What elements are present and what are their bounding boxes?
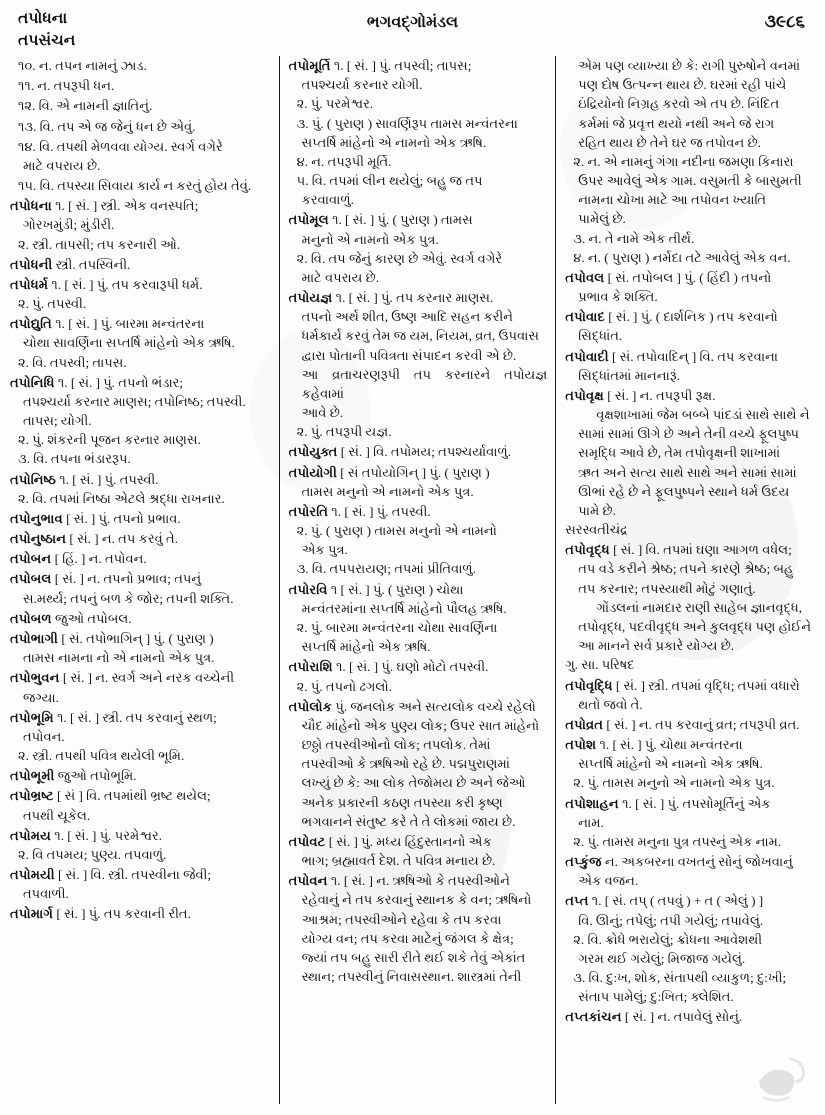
entry-headword-line: [10, 904, 271, 923]
dictionary-entry: [565, 676, 815, 714]
entry-body-line: તામસ નામના નો એ નામનો એક પુત્ર.: [23, 650, 215, 666]
headword: તપોવૃદ્ધ: [565, 542, 610, 558]
entry-headword-line: [289, 442, 548, 461]
entry-body-line: પામે છે.: [578, 502, 616, 518]
entry-definition-text: ૧. [ સં. ] ન. ઋષિઓ કે તપસ્વીઓને: [327, 873, 510, 889]
entry-headword-line: [565, 852, 815, 871]
headword: તપોભુવન: [10, 670, 60, 686]
dictionary-entry: [565, 852, 815, 890]
headword: તપોમયી: [10, 867, 55, 883]
dictionary-entry: [10, 470, 271, 508]
entry-sense-line: ૫. વિ. તપમાં લીન થયેલું; બહુ જ તપ: [296, 173, 483, 189]
dictionary-entry: [10, 96, 271, 115]
dictionary-entry: [565, 540, 815, 674]
headword: તપોરવિ: [288, 581, 328, 597]
entry-body-line: તપોવૃદ્ધ, પદવીવૃદ્ધ અને કુલવૃદ્ધ પણ હોઈને: [578, 618, 812, 634]
entry-quotation: ગોંડલનાં નામદાર રાણી સાહેબ જ્ઞાનવૃદ્ધ,: [596, 599, 803, 615]
dictionary-entry: [10, 275, 271, 313]
entry-body-line: તાપસ; યોગી.: [23, 413, 92, 429]
dictionary-entry: [10, 117, 271, 136]
entry-headword-line: [565, 268, 815, 287]
dictionary-entry: [289, 288, 548, 441]
book-title: ભગવદ્ગોમંડલ: [366, 14, 459, 31]
entry-headword-line: [10, 529, 271, 548]
dictionary-entry: [565, 891, 815, 1006]
quotation-source: સરસ્વતીચંદ્ર: [565, 522, 628, 538]
entry-body-line: વિ. ઊનું; તપેલું; તપી ગયેલું; તપાવેલું.: [578, 912, 764, 928]
entry-definition-text: ૧. [ સં. તપ્ ( તપવું ) + ત ( એલું ) ]: [588, 893, 764, 909]
entry-definition-text: ૧. [ સં. ] પું. ચોથા મન્વંતરના: [596, 737, 743, 753]
entry-sense-line: ૨. પું. પરમેશ્વર.: [296, 96, 374, 112]
entry-body-line: કરવાવાળું.: [301, 192, 354, 208]
entry-body-line: જગ્યા.: [23, 689, 59, 705]
entry-headword-line: [565, 715, 815, 734]
entry-sense-line: ૧૫. વિ. તપસ્યા સિવાય કાર્ય ન કરતું હોય તેવું.: [18, 178, 252, 194]
entry-definition-text: ૧. [ સં. ] પું. તપસ્વી.: [328, 503, 431, 519]
headword: તપ્કુંજ: [565, 854, 602, 870]
dictionary-entry: [10, 904, 271, 923]
dictionary-entry: [289, 657, 548, 695]
entry-body-line: તપનો અર્થ શીત, ઉષ્ણ આદિ સહન કરીને: [301, 309, 513, 325]
entry-headword-line: [289, 832, 548, 851]
entry-definition-text: [ સં ] વિ. તપમાંથી ભ્રષ્ટ થયેલ;: [53, 788, 211, 804]
entry-definition-text: ૧. [ સં. ] પું. બારમા મન્વંતરના: [51, 316, 205, 332]
entry-definition-text: ન. અકબરના વખતનું સોનું જોખવાનું: [601, 854, 793, 870]
entry-headword-line: [10, 549, 271, 568]
entry-definition-text: [ સં. ] ન. તપાવેલું સોનું.: [621, 1009, 743, 1025]
entry-definition-text: [ સં. ] વિ. તપમાં ઘણા આગળ વધેલ;: [609, 542, 792, 558]
entry-headword-line: [565, 735, 815, 754]
entry-definition-text: ૧. [ સં. ] પું. ( પુરાણ ) તામસ: [328, 212, 473, 228]
entry-body-line: માટે વપરાય છે.: [23, 157, 101, 173]
headword: તપોધના: [10, 198, 52, 214]
headword: તપોવ્રત: [565, 716, 604, 732]
entry-headword-line: [289, 502, 548, 521]
headword: તપોવન: [288, 873, 328, 889]
entry-body-line: એક વજન.: [578, 873, 639, 889]
headword: તપોધની: [10, 256, 53, 272]
headword: તપોવૃક્ષ: [565, 387, 604, 403]
dictionary-entry: [10, 314, 271, 372]
entry-headword-line: [565, 891, 815, 910]
headword: તપોભૂમી: [10, 768, 55, 784]
entry-body-line: તપ કરનાર; તપસ્યાથી મોટું ગણાતું.: [578, 580, 756, 596]
headword: તપોભૂમિ: [10, 709, 54, 725]
entry-definition-text: [ સં. ] ન. તપ કરવાનું વ્રત; તપરૂપી વ્રત.: [603, 716, 800, 732]
entry-sense-line: ૧૨. વિ. એ નામની જ્ઞાતિનું.: [18, 98, 153, 114]
entry-body-line: છઠ્ઠો તપસ્વીઓનો લોક; તપલોક. તેમાં: [301, 737, 491, 753]
entry-definition-text: [ સં તપોયોગિન્ ] પું. ( પુરાણ ): [336, 464, 490, 480]
entry-definition-text: [ સં. તપોવાદિન્ ] વિ. તપ કરવાના: [608, 348, 779, 364]
entry-body-line: તપવાળી.: [23, 886, 69, 902]
entry-body-line: સંતાપ પામેલું; દુ:ખિત; ક્લેશિત.: [578, 989, 734, 1005]
entry-definition-text: [ સં. ] સ્ત્રી. તપમાં વૃદ્ધિ; તપમાં વધારો: [612, 677, 800, 693]
entry-sense-line: ૨. સ્ત્રી. તપથી પવિત્ર થયેલી ભૂમિ.: [18, 748, 185, 764]
dictionary-entry: [565, 268, 815, 306]
entry-body-line: પણ દોષ ઉત્પન્ન થાય છે. ઘરમાં રહી પાંચે: [578, 77, 787, 93]
entry-sense-line: ૩. ન. તે નામે એક તીર્થ.: [573, 230, 695, 246]
entry-definition-text: પું. જનલોક અને સત્યલોક વચ્ચે રહેલો: [332, 698, 536, 714]
headword: તપોદ્યુતિ: [10, 316, 52, 332]
headword: તપ્તકાંચન: [565, 1009, 622, 1025]
entry-body-line: સિદ્ધાંતમાં માનનારૂં.: [578, 367, 681, 383]
entry-definition-text: ૧. [ સં. ] પું. તપસ્વી.: [56, 471, 159, 487]
entry-headword-line: [565, 347, 815, 366]
entry-sense-line: ૨. વિ. ક્રોધે ભરાયેલું; ક્રોધના આવેશથી: [573, 931, 763, 947]
entry-definition-text: જુઓ તપોબલ.: [51, 610, 132, 626]
entry-body-line: સ્થાન; તપસ્વીનું નિવાસસ્થાન. શાસ્ત્રમાં તેની: [301, 969, 522, 985]
dictionary-entry: [565, 347, 815, 385]
dictionary-entry: [565, 715, 815, 734]
headword: તપોયોગી: [288, 464, 337, 480]
headword: તપોયુક્ત: [288, 444, 338, 460]
entry-sense-line: ૨. પું. તામસ મનુના પુત્ર તપસ્નું એક નામ.: [573, 833, 782, 849]
headword: તપોવાદ: [565, 309, 605, 325]
entry-sense-line: ૨. પું. તપરૂપી યજ્ઞ.: [296, 424, 392, 440]
entry-definition-text: [ સં. ] ન. સ્વર્ગ અને નરક વચ્ચેની: [59, 670, 235, 686]
headword: તપોવૃદ્ધિ: [565, 677, 613, 693]
entry-sense-line: ૩. વિ. તપના ભંડારરૂપ.: [18, 451, 131, 467]
entry-headword-line: [289, 871, 548, 890]
entry-sense-line: ૨. પું. તપસ્વી.: [18, 296, 87, 312]
text-column-2: [279, 56, 557, 1104]
entry-headword-line: [10, 766, 271, 785]
dictionary-entry: [565, 1007, 815, 1026]
entry-headword-line: [10, 275, 271, 294]
entry-headword-line: [289, 56, 548, 75]
entry-headword-line: [10, 196, 271, 215]
headword: તપ્ત: [565, 893, 589, 909]
entry-definition-text: [ સં. ] ન. તપનો પ્રભાવ; તપનું: [51, 571, 202, 587]
entry-body-line: લખ્યું છે કે: આ લોક તેજોમય છે અને જેઓ: [301, 775, 526, 791]
running-head: [10, 8, 815, 54]
dictionary-entry: [289, 56, 548, 209]
dictionary-entry: [10, 176, 271, 195]
text-column-3: [556, 56, 815, 1104]
dictionary-entry: [10, 509, 271, 528]
headword: તપોશાહન: [565, 795, 619, 811]
dictionary-entry: [10, 865, 271, 903]
entry-body-line: આશ્રમ; તપસ્વીઓને રહેવા કે તપ કરવા: [301, 911, 502, 927]
entry-headword-line: [289, 657, 548, 676]
entry-sense-line: ૨. વિ. તપસ્વી; તાપસ.: [18, 354, 127, 370]
entry-sense-line: ૩. પું. ( પુરાણ ) સાવર્ણિરૂપ તામસ મન્વંતરના: [296, 115, 518, 131]
entry-sense-line: ૨. પું. તપનો ઢગલો.: [296, 678, 392, 694]
dictionary-entry: [289, 580, 548, 657]
entry-headword-line: [10, 629, 271, 648]
entry-body-line: સપ્તર્ષિ માંહેનો એક ઋષિ.: [301, 639, 431, 655]
entry-definition-text: ૧ [ સં. ] પું. ( પુરાણ ) ચોથા: [327, 581, 464, 597]
entry-body-line: સપ્તર્ષિ માંહેનો એ નામનો એક ઋષિ.: [578, 756, 763, 772]
dictionary-entry: [565, 307, 815, 345]
entry-body-line: ચોથા સાવર્ણિના સપ્તર્ષિ માંહેનો એક ઋષિ.: [23, 335, 235, 351]
dictionary-entry: [289, 463, 548, 501]
entry-headword-line: [10, 609, 271, 628]
entry-headword-line: [565, 386, 815, 405]
headword: તપોબળ: [10, 610, 52, 626]
entry-headword-line: [289, 697, 548, 716]
dictionary-entry: [565, 735, 815, 793]
entry-body-line: ગોરખમુંડી; મુંડીરી.: [23, 217, 115, 233]
entry-definition-text: [ સં. ] પું. તપનો પ્રભાવ.: [62, 510, 181, 526]
entry-body-line: ઊભાં રહે છે ને ફૂલપુષ્પને સ્થાને ધર્મ ઉદય: [578, 483, 790, 499]
entry-body-line: તપશ્ચર્યા કરનાર યોગી.: [301, 77, 423, 93]
entry-definition-text: ૧. [ સં. ] પું. પરમેશ્વર.: [51, 827, 163, 843]
entry-body-line: ઋત અને સત્ય સાથે સાથે અને સામાં સામાં: [578, 464, 797, 480]
dictionary-entry: [10, 569, 271, 607]
headword: તપોનિધિ: [10, 374, 55, 390]
entry-definition-text: ૧. [ સં. ] પું. ઘણો મોટો તપસ્વી.: [332, 659, 489, 675]
entry-sense-line: ૨. ન. એ નામનું ગંગા નદીના જમણા કિનારા: [573, 153, 794, 169]
dictionary-entry: [10, 255, 271, 274]
entry-headword-line: [10, 314, 271, 333]
headword: તપોનિષ્ઠ: [10, 471, 56, 487]
entry-definition-text: [ સં. ] ન. તપ કરવું તે.: [66, 531, 179, 547]
dictionary-entry: [10, 629, 271, 667]
entry-definition-text: જુઓ તપોભૂમિ.: [54, 768, 137, 784]
entry-body-line: ચૌદ માંહેનો એક પુણ્ય લોક; ઉપર સાત માંહેનો: [301, 717, 540, 733]
entry-definition-text: [ સં. તપોભાગિન્ ] પું. ( પુરાણ ): [58, 630, 214, 646]
headword: તપોમાર્ગ: [10, 906, 54, 922]
headword: તપોરાશિ: [288, 659, 333, 675]
entry-body-line: મનુનો એ નામનો એક પુત્ર.: [301, 231, 439, 247]
entry-sense-line: ૨. પું. શંકરની પૂજન કરનાર માણસ.: [18, 432, 201, 448]
headword: તપોયજ્ઞ: [288, 290, 333, 306]
headword: તપોવલ: [565, 269, 605, 285]
entry-definition-text: [ હિં. ] ન. તપોવન.: [51, 551, 147, 567]
entry-body-line: આ વ્રતાચરણરૂપી તપ કરનારને તપોયજ્ઞ કહેવામાં: [301, 366, 548, 401]
entry-headword-line: [10, 470, 271, 489]
headword: તપોનુભાવ: [10, 510, 63, 526]
entry-definition-text: [ સં. ] ન. તપરૂપી રૂક્ષ.: [603, 387, 716, 403]
headword: તપોમૂલ: [288, 212, 329, 228]
headword: તપોશ: [565, 737, 597, 753]
dictionary-entry: [289, 871, 548, 986]
entry-headword-line: [10, 255, 271, 274]
quotation-source: ગુ. સા. પરિષદ: [565, 657, 635, 673]
entry-headword-line: [10, 826, 271, 845]
entry-sense-line: ૧૩. વિ. તપ એ જ જેનું ધન છે એવું.: [18, 118, 196, 134]
entry-body-line: મન્વંતરમાંના સપ્તર્ષિ માંહેનો પૌલહ ઋષિ.: [301, 600, 507, 616]
headword: તપોવાદી: [565, 348, 609, 364]
entry-definition-text: ૧. [ સં. ] પું. તપ કરવારૂપી ધર્મ.: [48, 276, 203, 292]
entry-body-line: અનેક પ્રકારની કઠણ તપસ્યા કરી કૃષ્ણ: [301, 794, 503, 810]
entry-sense-line: ૨. પું. તામસ મનુનો એ નામનો એક પુત્ર.: [573, 775, 775, 791]
entry-body-line: ઉપર આવેલું એક ગામ. વસુમતી કે બાસુમતી: [578, 173, 802, 189]
entry-body-line: સામાં સામાં ઊગે છે અને તેની વચ્ચે ફૂલપુષ્પ: [578, 426, 800, 442]
entry-body-line: તપસ્વીઓ કે ઋષિઓ રહે છે. પદ્મપુરાણમાં: [301, 756, 510, 772]
entry-body-line: રહેવાનું ને તપ કરવાનું સ્થાનક કે વન; ઋષિનો: [301, 892, 532, 908]
entry-headword-line: [565, 307, 815, 326]
entry-definition-text: [ સં. ] વિ. તપોમય; તપશ્ચર્યાવાળું.: [337, 444, 511, 460]
entry-definition-text: [ સં. ] પું. મધ્ય હિંદુસ્તાનનો એક: [325, 833, 492, 849]
headword: તપોનુષ્ઠાન: [10, 531, 67, 547]
headword: તપોમય: [10, 827, 52, 843]
entry-headword-line: [565, 794, 815, 813]
entry-body-line: સ.મર્થ્ય; તપનું બળ કે જોર; તપની શક્તિ.: [23, 590, 234, 606]
entry-body-line: નામ.: [578, 814, 604, 830]
entry-sense-line: ૨. વિ. તપ જેનું કારણ છે એવું. સ્વર્ગ વગેરે: [296, 250, 503, 266]
entry-body-line: તપ વડે કરીને શ્રેષ્ઠ; તપને કારણે શ્રેષ્ઠ; બહુ: [578, 561, 794, 577]
entry-body-line: થતો જવો તે.: [578, 696, 643, 712]
entry-body-line: સપ્તર્ષિ માંહેનો એ નામનો એક ઋષિ.: [301, 134, 487, 150]
entry-body-line: એક પુત્ર.: [301, 542, 348, 558]
entry-definition-text: [ સં. ] વિ. સ્ત્રી. તપસ્વીના જેવી;: [54, 867, 212, 883]
running-head-left-line2: તપસંચન: [18, 32, 76, 50]
entry-body-line: પ્રભાવ કે શક્તિ.: [578, 289, 658, 305]
entry-body-line: ધર્મકાર્ય કરવું તેમ જ યમ, નિયમ, વ્રત, ઉપવાસ: [301, 328, 539, 344]
entry-headword-line: [10, 786, 271, 805]
entry-headword-line: [565, 676, 815, 695]
dictionary-entry: [10, 708, 271, 766]
dictionary-entry: [10, 549, 271, 568]
dictionary-entry: [289, 502, 548, 579]
entry-body-line: આવે છે.: [301, 405, 344, 421]
dictionary-entry: [565, 794, 815, 852]
headword: તપોરતિ: [288, 503, 329, 519]
dictionary-entry: [10, 668, 271, 706]
dictionary-entry: [10, 373, 271, 469]
dictionary-entry: [10, 76, 271, 95]
entry-definition-text: [ સં. ] પું. ( દાર્શનિક ) તપ કરવાનો: [605, 309, 778, 325]
entry-definition-text: ૧. [ સં. ] પું. તપ કરનાર માણસ.: [332, 290, 494, 306]
headword: તપોબન: [10, 551, 52, 567]
column-container: [10, 56, 815, 1104]
entry-body-line: માટે વપરાય છે.: [301, 269, 379, 285]
entry-sense-line: ૪. ન. તપરૂપી મૂર્તિ.: [296, 153, 392, 169]
headword: તપોબલ: [10, 571, 52, 587]
dictionary-entry: [10, 529, 271, 548]
entry-body-line: જ્યાં તપ બહુ સારી રીતે થઈ શકે તેવું એકાંત: [301, 949, 526, 965]
entry-sense-line: ૨. વિ તપમય; પુણ્ય. તપવાળું.: [18, 846, 167, 862]
entry-body-line: રહિત થાય છે તેને ઘર જ તપોવન છે.: [578, 134, 761, 150]
headword: તપોમૂર્તિ: [288, 58, 331, 73]
entry-headword-line: [10, 569, 271, 588]
entry-definition-text: ૧. [ સં. ] પું. તપસોમૂર્તિનું એક: [618, 795, 771, 811]
entry-body-line: નામના ચોખા માટે આ તપોવન ખ્યાતિ: [578, 192, 767, 208]
entry-definition-text: ૧. [ સં. ] સ્ત્રી. એક વનસ્પતિ;: [51, 198, 199, 214]
entry-sense-line: ૧૦. ન. તપન નામનું ઝાડ.: [18, 58, 147, 73]
dictionary-entry: [565, 56, 815, 267]
entry-sense-line: ૨. પું. બારમા મન્વંતરના ચોથા સાવર્ણિના: [296, 619, 498, 635]
entry-body-line: ઇંદ્રિયોનો નિગ્રહ કરવો એ તપ છે. નિંદિત: [578, 96, 780, 112]
entry-headword-line: [289, 210, 548, 229]
dictionary-entry: [10, 766, 271, 785]
dictionary-entry: [289, 210, 548, 287]
entry-headword-line: [289, 463, 548, 482]
entry-body-line: તપશ્ચર્યા કરનાર માણસ; તપોનિષ્ઠ; તપસ્વી.: [23, 393, 246, 409]
entry-quotation: વૃક્ષશાખામાં જેમ બબ્બે પાંદડાં સાથે સાથે ને: [596, 407, 810, 423]
entry-definition-text: ૧. [ સં. ] પું. તપસ્વી; તાપસ;: [330, 58, 472, 73]
entry-sense-line: ૧૪. વિ. તપથી મેળવવા યોગ્ય. સ્વર્ગ વગેરે: [18, 138, 223, 154]
entry-sense-line: ૨. સ્ત્રી. તાપસી; તપ કરનારી ઓ.: [18, 236, 181, 252]
entry-headword-line: [10, 509, 271, 528]
entry-sense-line: ૧૧. ન. તપરૂપી ધન.: [18, 78, 115, 94]
entry-body-line: ગરમ થઈ ગયેલું; મિજાજ ગયેલું.: [578, 950, 746, 966]
entry-definition-text: ૧. [ સં. ] સ્ત્રી. તપ કરવાનું સ્થળ;: [53, 709, 217, 725]
headword: તપોભ્રષ્ટ: [10, 788, 54, 804]
dictionary-entry: [10, 137, 271, 175]
entry-definition-text: [ સં. ] પું. તપ કરવાની રીત.: [53, 906, 191, 922]
entry-sense-line: ૩. વિ. તપપરાયણ; તપમાં પ્રીતિવાળું.: [296, 561, 476, 577]
page-number: ૩૯૮૬: [764, 12, 805, 31]
entry-sense-line: ૪. ન. ( પુરાણ ) નર્મદા તટે આવેલું એક વન.: [573, 249, 791, 265]
entry-body-line: દ્વારા પોતાની પવિત્રતા સંપાદન કરવી એ છે.: [301, 347, 517, 363]
entry-body-line: તપથી ચૂકેલ.: [23, 807, 91, 823]
entry-body-line: એમ પણ વ્યાખ્યા છે કે: રાગી પુરુષોને વનમાં: [578, 58, 801, 73]
dictionary-entry: [10, 786, 271, 824]
dictionary-entry: [10, 196, 271, 254]
running-head-left-line1: તપોધના: [18, 10, 68, 27]
dictionary-entry: [289, 832, 548, 870]
headword: તપોભાગી: [10, 630, 59, 646]
entry-sense-line: ૨. વિ. તપમાં નિષ્ઠા એટલે શ્રદ્ધા રાખનાર.: [18, 490, 225, 506]
entry-headword-line: [10, 708, 271, 727]
entry-body-line: ભગવાનને સંતુષ્ટ કરે તે તે લોકમાં જાય છે.: [301, 813, 516, 829]
entry-body-line: કર્મમાં જે પ્રવૃત્ત થયો નથી અને જે રાગ: [578, 115, 775, 131]
headword: તપોવટ: [288, 833, 326, 849]
dictionary-entry: [289, 697, 548, 831]
entry-sense-line: ૨. પું. ( પુરાણ ) તામસ મનુનો એ નામનો: [296, 523, 497, 539]
dictionary-entry: [565, 386, 815, 539]
entry-headword-line: [10, 668, 271, 687]
dictionary-entry: [10, 609, 271, 628]
headword: તપોધર્મ: [10, 276, 49, 292]
entry-body-line: તપોવન.: [23, 728, 65, 744]
text-column-1: [10, 56, 279, 1104]
dictionary-entry: [10, 826, 271, 864]
entry-body-line: સિદ્ધાંત.: [578, 328, 623, 344]
entry-body-line: યોગ્ય વન; તપ કરવા માટેનું જંગલ કે ક્ષેત્ર;: [301, 930, 514, 946]
dictionary-entry: [10, 56, 271, 75]
entry-body-line: ભાગ; બ્રહ્માવર્ત દેશ. તે પવિત્ર મનાય છે.: [301, 853, 496, 869]
headword: તપોલોક: [288, 698, 333, 714]
entry-headword-line: [289, 580, 548, 599]
entry-headword-line: [10, 373, 271, 392]
entry-definition-text: સ્ત્રી. તપસ્વિની.: [52, 256, 131, 272]
dictionary-entry: [289, 442, 548, 461]
entry-body-line: તામસ મનુનો એ નામનો એક પુત્ર.: [301, 483, 474, 499]
entry-headword-line: [565, 540, 815, 559]
entry-headword-line: [10, 865, 271, 884]
entry-body-line: આ માનને સર્વ પ્રકારે યોગ્ય છે.: [578, 638, 735, 654]
entry-definition-text: ૧. [ સં. ] પું. તપનો ભંડાર;: [54, 374, 184, 390]
entry-headword-line: [289, 288, 548, 307]
entry-sense-line: ૩. વિ. દુ:ખ, શોક, સંતાપથી વ્યાકુળ; દુ:ખી;: [573, 970, 787, 986]
entry-definition-text: [ સં. તપોબલ ] પું. ( હિંદી ) તપનો: [604, 269, 772, 285]
entry-body-line: પામેલું છે.: [578, 211, 626, 227]
entry-body-line: સમૃદ્ધિ આવે છે, તેમ તપોવૃક્ષની શાખામાં: [578, 445, 781, 461]
entry-headword-line: [565, 1007, 815, 1026]
